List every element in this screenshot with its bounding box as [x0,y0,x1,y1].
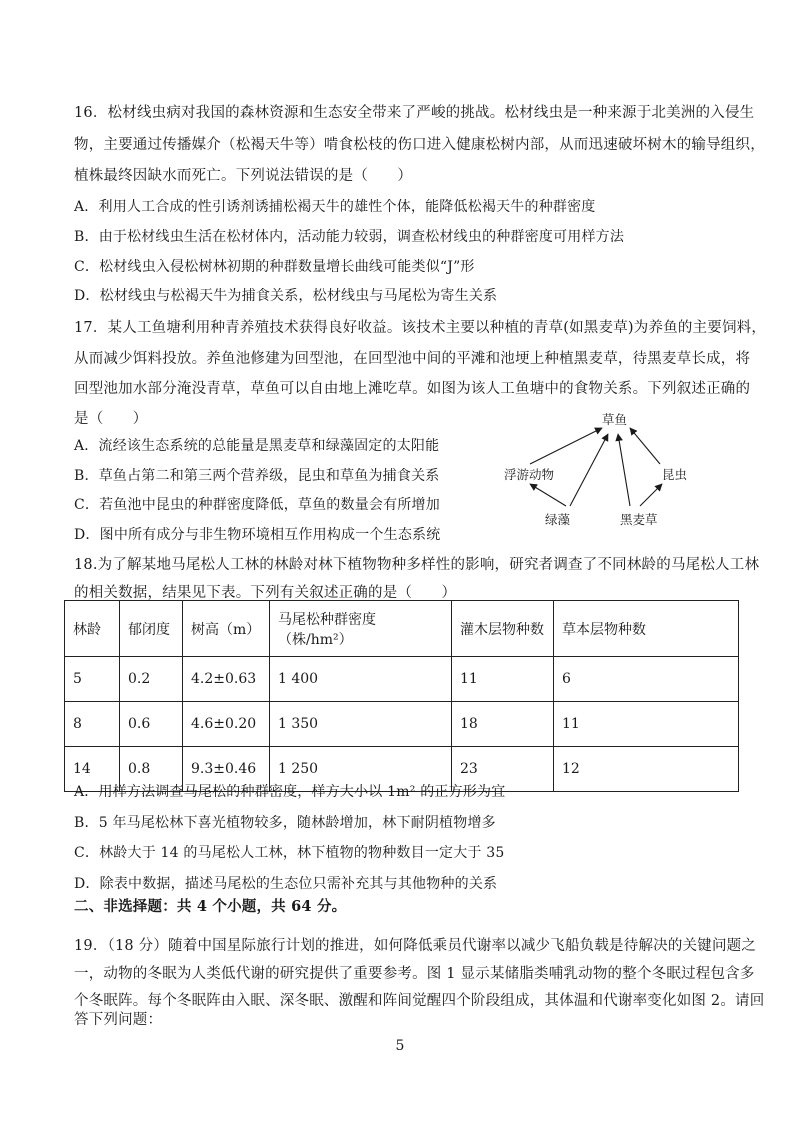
cell: 11 [452,657,554,702]
cell: 1 250 [270,747,452,792]
node-insect: 昆虫 [662,467,688,482]
cell: 14 [65,747,120,792]
node-green-algae: 绿藻 [545,512,571,527]
cell: 8 [65,702,120,747]
q18-option-d: D．除表中数据，描述马尾松的生态位只需补充其与其他物种的关系 [74,876,498,892]
cell: 1 350 [270,702,452,747]
food-web-diagram [490,408,720,538]
node-ryegrass: 黑麦草 [620,512,658,527]
cell: 23 [452,747,554,792]
node-grass-carp: 草鱼 [602,412,628,427]
q19-stem-line-3: 个冬眠阵。每个冬眠阵由入眠、深冬眠、激醒和阵间觉醒四个阶段组成，其体温和代谢率变化如图 2。请回 [74,993,765,1009]
q17-option-d: D．图中所有成分与非生物环境相互作用构成一个生态系统 [74,527,441,543]
col-header-canopy-density: 郁闭度 [120,601,183,657]
cell: 1 400 [270,657,452,702]
cell: 4.2±0.63 [183,657,270,702]
cell: 9.3±0.46 [183,747,270,792]
q17-option-c: C．若鱼池中昆虫的种群密度降低，草鱼的数量会有所增加 [74,497,440,513]
arrow-insect-to-grass-carp [630,428,660,464]
arrow-ryegrass-to-grass-carp [618,434,630,506]
col-header-herb-species: 草本层物种数 [554,601,739,657]
q17-option-a: A．流经该生态系统的总能量是黑麦草和绿藻固定的太阳能 [74,438,440,454]
col-header-population-density: 马尾松种群密度（株/hm²） [270,601,452,657]
q19-stem-line-4: 答下列问题： [74,1012,163,1028]
q16-stem-line-1: 16．松材线虫病对我国的森林资源和生态安全带来了严峻的挑战。松材线虫是一种来源于北美洲的入侵生 [74,105,755,121]
table-row [65,702,739,747]
arrow-ryegrass-to-insect [640,484,662,506]
q17-option-b: B．草鱼占第二和第三两个营养级，昆虫和草鱼为捕食关系 [74,468,440,484]
q18-option-b: B．5 年马尾松林下喜光植物较多，随林龄增加，林下耐阴植物增多 [74,815,496,831]
col-header-tree-height: 树高（m） [183,601,270,657]
col-header-shrub-species: 灌木层物种数 [452,601,554,657]
q19-stem-line-2: 一，动物的冬眠为人类低代谢的研究提供了重要参考。图 1 显示某储脂类哺乳动物的整个冬眠过程包含多 [74,966,755,982]
cell: 4.6±0.20 [183,702,270,747]
q17-stem-line-4: 是（ ） [74,411,148,427]
section-2-title: 二、非选择题：共 4 个小题，共 64 分。 [74,898,347,915]
q16-option-b: B．由于松材线虫生活在松材体内，活动能力较弱，调查松材线虫的种群密度可用样方法 [74,229,625,245]
q16-option-c: C．松材线虫入侵松树林初期的种群数量增长曲线可能类似“J”形 [74,259,475,275]
q16-option-d: D．松材线虫与松褐天牛为捕食关系，松材线虫与马尾松为寄生关系 [74,288,498,304]
table-row [65,657,739,702]
cell: 0.6 [120,702,183,747]
q16-stem-line-2: 物，主要通过传播媒介（松褐天牛等）啃食松枝的伤口进入健康松树内部，从而迅速破坏树木的输导组织， [74,137,765,153]
node-zooplankton: 浮游动物 [504,467,555,482]
q18-stem-line-1: 18.为了解某地马尾松人工林的林龄对林下植物物种多样性的影响，研究者调查了不同林龄的马尾松人工林 [74,557,760,573]
q18-stem-line-2: 的相关数据，结果见下表。下列有关叙述正确的是（ ） [74,585,457,601]
q18-option-c: C．林龄大于 14 的马尾松人工林，林下植物的物种数目一定大于 35 [74,845,505,861]
cell: 0.8 [120,747,183,792]
q16-stem-line-3: 植株最终因缺水而死亡。下列说法错误的是（ ） [74,168,413,184]
cell: 12 [554,747,739,792]
arrow-zooplankton-to-grass-carp [530,428,602,464]
page-number: 5 [395,1038,405,1054]
forest-age-data-table [64,600,739,792]
col-header-forest-age: 林龄 [65,601,120,657]
table-header-row [65,601,739,657]
cell: 6 [554,657,739,702]
cell: 0.2 [120,657,183,702]
q16-option-a: A．利用人工合成的性引诱剂诱捕松褐天牛的雄性个体，能降低松褐天牛的种群密度 [74,199,596,215]
q18-option-a: A．用样方法调查马尾松的种群密度，样方大小以 1m² 的正方形为宜 [74,784,506,800]
cell: 18 [452,702,554,747]
arrow-algae-to-zooplankton [530,484,566,506]
q17-stem-line-1: 17．某人工鱼塘利用种青养殖技术获得良好收益。该技术主要以种植的青草(如黑麦草)为养鱼的主要饲料， [74,320,767,336]
arrow-algae-to-grass-carp [570,434,608,506]
q17-stem-line-2: 从而减少饵料投放。养鱼池修建为回型池，在回型池中间的平滩和池埂上种植黑麦草，待黑麦草长成，将 [74,351,751,367]
cell: 5 [65,657,120,702]
q17-stem-line-3: 回型池加水部分淹没青草，草鱼可以自由地上滩吃草。如图为该人工鱼塘中的食物关系。下列叙述正确的 [74,381,751,397]
q19-stem-line-1: 19．（18 分）随着中国星际旅行计划的推进，如何降低乘员代谢率以减少飞船负载是待解决的关键问题之 [74,938,757,954]
cell: 11 [554,702,739,747]
